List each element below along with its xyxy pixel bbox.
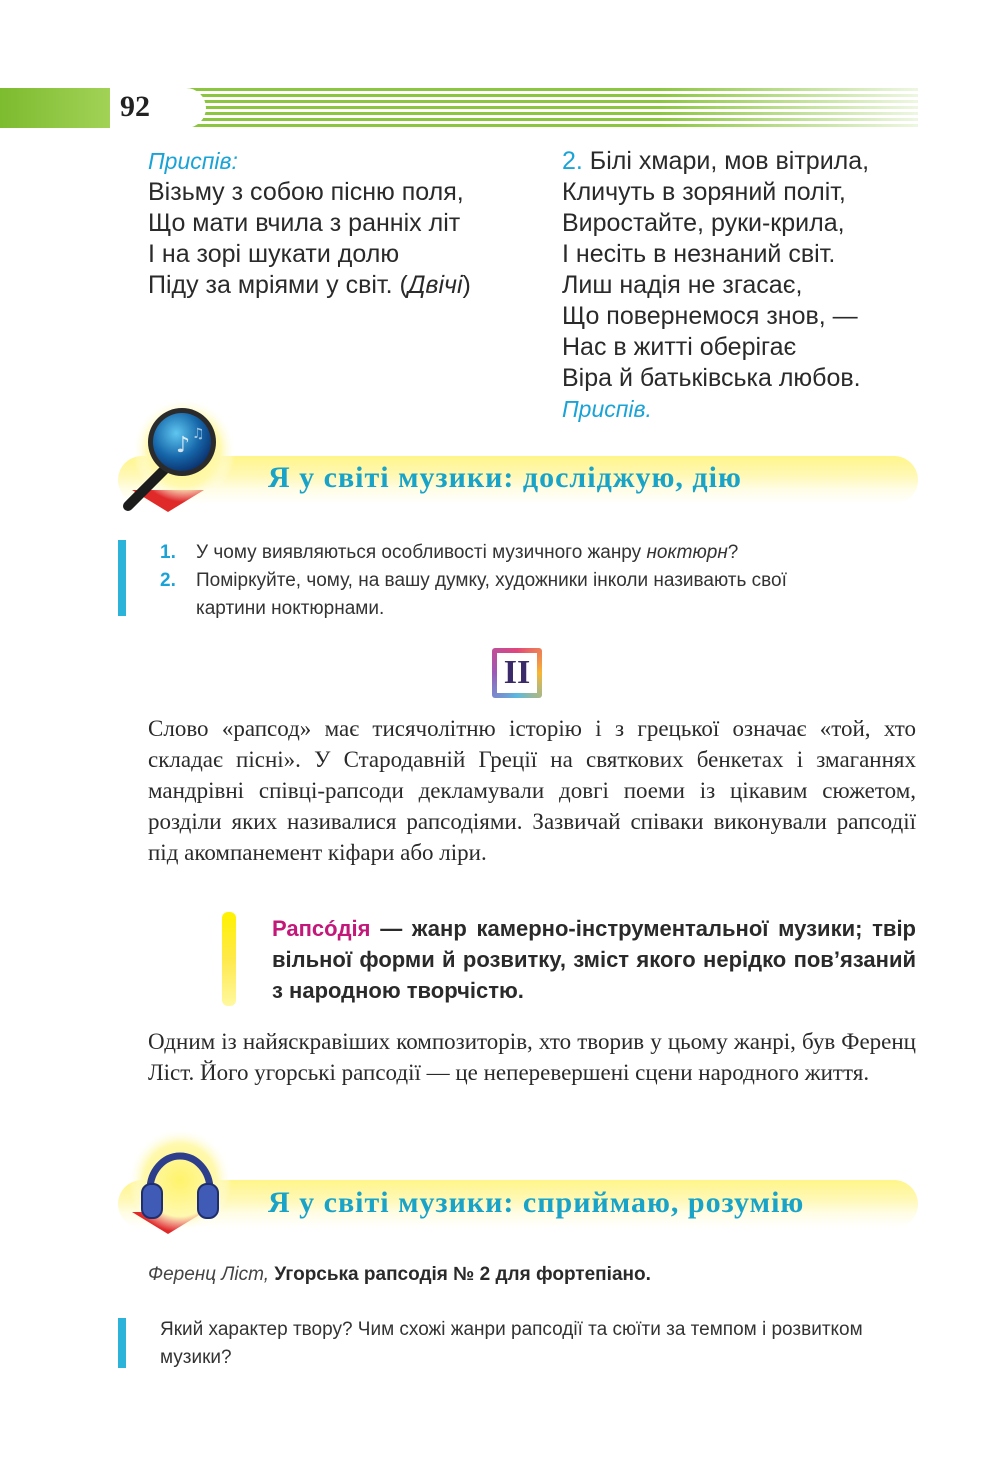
headphones-icon <box>118 1126 238 1238</box>
song-line: І несіть в незнаний світ. <box>562 240 836 268</box>
page-number-tab <box>110 88 206 128</box>
paragraph-liszt: Одним із найяскравіших композиторів, хто творив у цьому жанрі, був Ференц Ліст. Його угорські рапсодії — це неперевершені сцени народного життя. <box>148 1029 916 1085</box>
part-numeral: II <box>503 654 531 691</box>
song-line: І на зорі шукати долю <box>148 240 400 268</box>
question-number: 2. <box>160 570 176 591</box>
listening-question: Який характер твору? Чим схожі жанри рапсодії та сюїти за темпом і розвитком музики? <box>160 1319 863 1368</box>
header-fade <box>658 88 918 128</box>
song-line: Що повернемося знов, — <box>562 302 858 330</box>
verse-number: 2. <box>562 147 583 175</box>
questions-list <box>160 539 787 623</box>
question-item <box>160 539 787 567</box>
song-line: Що мати вчила з ранніх літ <box>148 209 461 237</box>
song-line-text: Піду за мріями у світ. ( <box>148 271 408 299</box>
refrain-label: Приспів: <box>148 148 238 174</box>
section-title-explore: Я у світі музики: досліджую, дію <box>268 461 742 494</box>
listening-caption <box>148 1264 651 1286</box>
question-bar <box>118 1318 126 1368</box>
song-line: Візьму з собою пісню поля, <box>148 178 464 206</box>
definition-text: — жанр камерно-інструментальної музики; твір вільної форми й розвитку, зміст якого нерідко пов’язаний з народною творчістю. <box>272 916 916 1003</box>
section-title-listen: Я у світі музики: сприймаю, розумію <box>268 1186 805 1219</box>
song-line-close: ) <box>462 271 471 299</box>
svg-text:♪: ♪ <box>176 433 191 458</box>
part-marker-inner <box>497 653 537 693</box>
question-bar <box>118 540 126 616</box>
question-continuation: картини ноктюрнами. <box>196 598 385 619</box>
definition-term: Рапсóдія <box>272 916 371 941</box>
svg-text:♫: ♫ <box>192 426 205 442</box>
question-number: 1. <box>160 542 176 563</box>
question-item <box>160 567 787 595</box>
part-marker <box>492 648 542 698</box>
page-number: 92 <box>120 90 150 123</box>
song-line: Кличуть в зоряний політ, <box>562 178 846 206</box>
question-text: У чому виявляються особливості музичного жанру <box>196 542 647 563</box>
refrain-reference: Приспів. <box>562 396 652 422</box>
song-line: Виростайте, руки-крила, <box>562 209 845 237</box>
song-line: Лиш надія не згасає, <box>562 271 803 299</box>
repeat-mark: Двічі <box>407 271 463 299</box>
paragraph-rhapsode: Слово «рапсод» має тисячолітню історію і з грецької означає «той, хто складає пісні». У Стародавній Греції на святкових бенкетах і змаганнях мандрівні співці-рапсоди декламували довгі поеми із цікавим сюжетом, розділи яких називалися рапсодіями. Зазвичай співаки виконували рапсодії під акомпанемент кіфари або ліри. <box>148 716 916 865</box>
caption-author: Ференц Ліст, <box>148 1264 270 1285</box>
question-term: ноктюрн <box>646 542 728 563</box>
song-refrain <box>148 146 471 301</box>
song-line: Віра й батьківська любов. <box>562 364 861 392</box>
verse-line-text: Білі хмари, мов вітрила, <box>582 147 870 175</box>
magnifier-icon <box>118 398 238 514</box>
caption-work: Угорська рапсодія № 2 для фортепіано. <box>269 1264 651 1285</box>
verse-first-line <box>562 146 869 177</box>
question-end: ? <box>727 542 739 563</box>
header-solid-block <box>0 88 120 128</box>
definition-highlight-bar <box>222 912 236 1006</box>
question-text: Поміркуйте, чому, на вашу думку, художники інколи називають свої <box>196 570 787 591</box>
definition-box <box>272 913 916 1006</box>
song-line: Нас в житті оберігає <box>562 333 797 361</box>
song-verse-2 <box>562 146 869 425</box>
song-line-last <box>148 270 471 301</box>
